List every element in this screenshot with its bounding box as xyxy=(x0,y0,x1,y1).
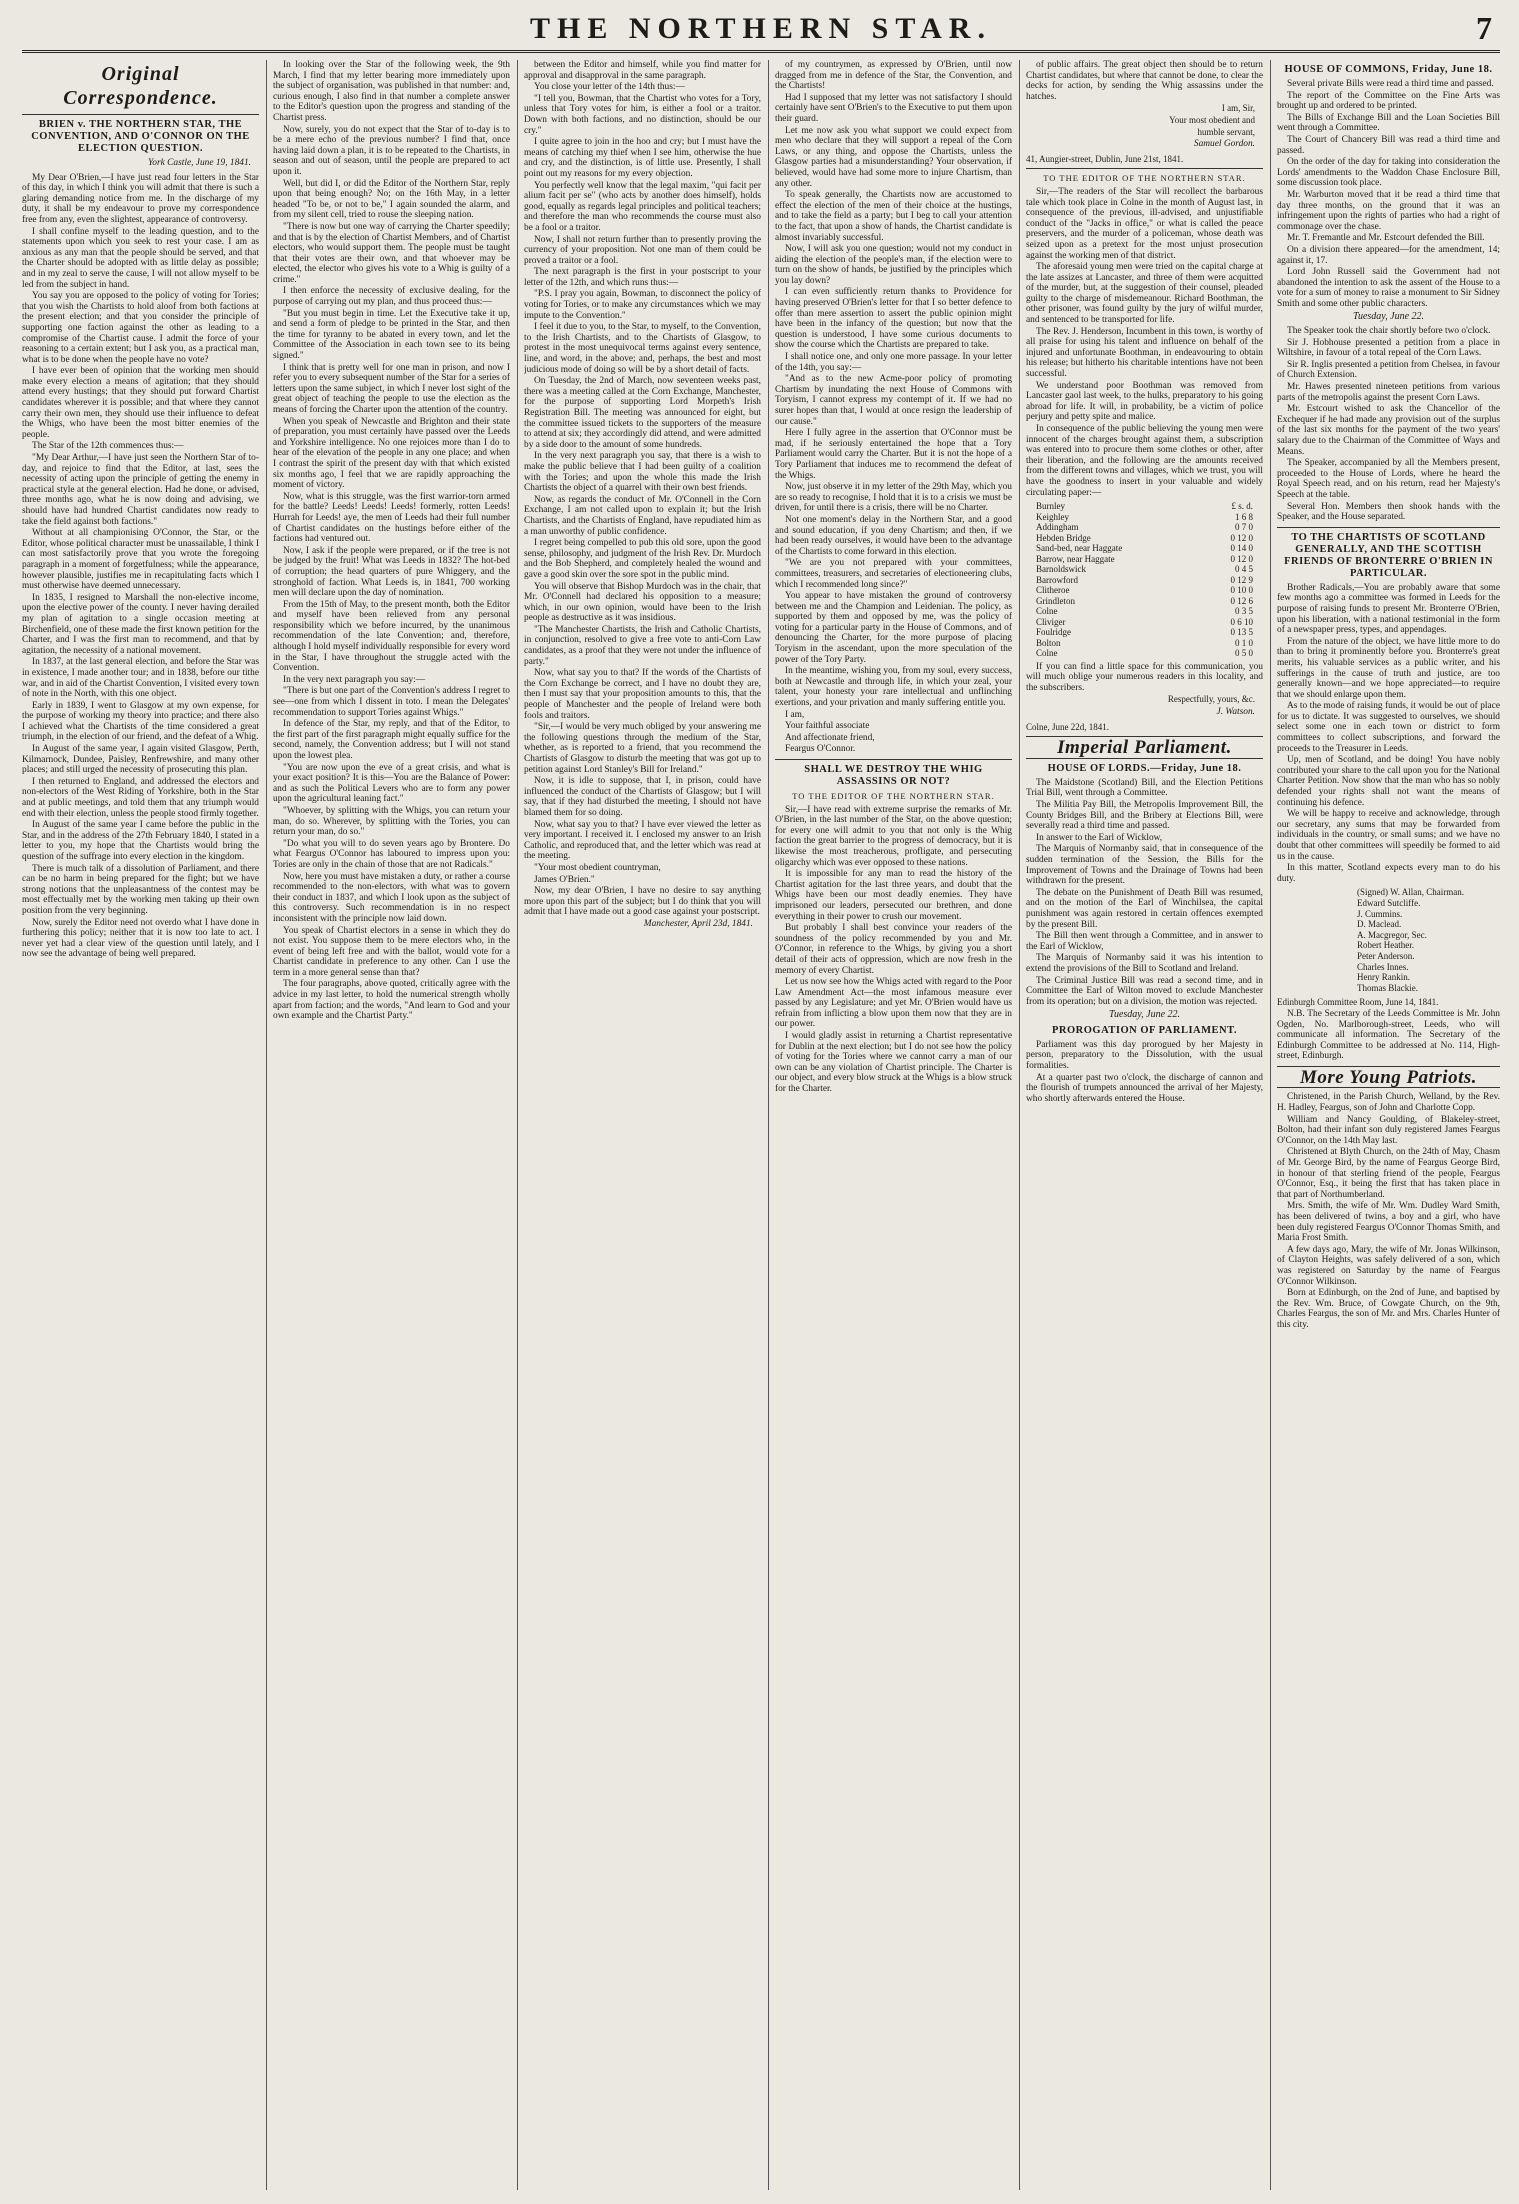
signature-line: Peter Anderson. xyxy=(1357,950,1415,961)
paragraph: The Court of Chancery Bill was read a third time and passed. xyxy=(1277,134,1500,156)
column-rule xyxy=(517,60,518,2190)
paragraph: "Do what you will to do seven years ago by Brontere. Do what Feargus O'Connor has laboured to impress upon you: Tories are only in the chain of those that are not Radicals." xyxy=(273,838,510,870)
place-cell: Bolton xyxy=(1036,637,1061,648)
amount-cell: 0 12 0 xyxy=(1230,553,1253,564)
amount-cell: £ s. d. xyxy=(1231,501,1253,512)
signature-line: Robert Heather. xyxy=(1357,940,1414,951)
table-row xyxy=(1034,543,1255,554)
column-6-patriots-body xyxy=(1277,1092,1500,1330)
place-cell: Colne xyxy=(1036,606,1058,617)
masthead xyxy=(22,10,1500,53)
paragraph: The four paragraphs, above quoted, critically agree with the advice in my last letter, to hold the numerical strength wholly apart from faction; and the words, "And learn to God and your own example and the Chartist Party." xyxy=(273,979,510,1022)
paragraph: In August of the same year, I again visited Glasgow, Perth, Kilmarnock, Dundee, Paisley, Renfrewshire, and many other places; and still urged the necessity of prosecuting this plan. xyxy=(22,744,259,776)
amount-cell: 1 6 8 xyxy=(1235,511,1253,522)
column-rule xyxy=(1019,60,1020,2190)
paragraph: I quite agree to join in the hoo and cry; but I must have the means of catching my thief when I see him, otherwise the hue and cry, and the distinction, is of little use. Presently, I shall point out my reasons for my every objection. xyxy=(524,137,761,179)
signature-line: (Signed) W. Allan, Chairman. xyxy=(1357,887,1464,898)
paragraph: I am, xyxy=(785,709,805,720)
paragraph: Several Hon. Members then shook hands with the Speaker, and the House separated. xyxy=(1277,501,1500,523)
paragraph: Parliament was this day prorogued by her Majesty in person, preparatory to the Dissolution, with the usual formalities. xyxy=(1026,1039,1263,1072)
paragraph: Your faithful associate xyxy=(785,721,870,732)
place-cell: Addingham xyxy=(1036,522,1079,533)
sign-iam: I am, Sir, xyxy=(1221,103,1255,114)
paragraph: "Your most obedient countryman, xyxy=(534,862,661,873)
paragraph: "There is now but one way of carrying the Charter speedily; and that is by the election of Chartist Members, and of Chartist electors, who would support them. The people must be taught that their votes are their own, and that whoever may be elected, the elector who gives his vote to a Whig is guilty of a crime." xyxy=(273,221,510,285)
newspaper-page xyxy=(22,10,1500,2194)
paragraph: In defence of the Star, my reply, and that of the Editor, to the first part of the first paragraph might equally suffice for the second, namely, the Convention address; but I will not stand upon the lowest plea. xyxy=(273,719,510,761)
paragraph: I think that is pretty well for one man in prison, and now I refer you to every subsequent number of the Star for a series of letters upon the same subject, in which I never lost sight of the great object of teaching the people to use the election as the means of forcing the Charter upon the attention of the country. xyxy=(273,362,510,415)
paragraph: To speak generally, the Chartists now are accustomed to effect the election of the men of their choice at the hustings, and to take the field as a party; but I beg to call your attention to the fact, that upon a show of hands, the Chartist candidate is almost invariably successful. xyxy=(775,190,1012,243)
amount-cell: 0 12 9 xyxy=(1230,574,1253,585)
column-6-tuesday-body xyxy=(1277,326,1500,523)
paragraph: Mrs. Smith, the wife of Mr. Wm. Dudley Ward Smith, has been delivered of twins, a boy and a girl, who have been duly registered Feargus O'Connor Thomas Smith, and Maria Frost Smith. xyxy=(1277,1201,1500,1244)
article-rule xyxy=(775,759,1012,760)
commons-heading: HOUSE OF COMMONS, Friday, June 18. xyxy=(1284,64,1493,75)
paragraph: We understand poor Boothman was removed from Lancaster gaol last week, to the hulks, preparatory to his going abroad for life. It will, in probability, be a victim of police perjury and petty spite and malice. xyxy=(1026,380,1263,423)
section-rule xyxy=(22,114,259,115)
table-row xyxy=(1034,564,1255,575)
amount-cell: 0 14 0 xyxy=(1230,543,1253,554)
column-5-prorog-body xyxy=(1026,1040,1263,1105)
amount-cell: 0 7 0 xyxy=(1235,522,1253,533)
paragraph: William and Nancy Goulding, of Blakeley-street, Bolton, had their infant son duly registered James Feargus O'Connor, on the 14th May last. xyxy=(1277,1114,1500,1146)
paragraph: I can even sufficiently return thanks to Providence for having preserved O'Brien's letter for that I so better defence to offer than mere assertion to assert the public opinion might have been in the infancy of the question; but now that the question is understood, I have some curious documents to show the course which the Chartists are prepared to take. xyxy=(775,287,1012,351)
paragraph: You speak of Chartist electors in a sense in which they do not exist. You suppose them to be mere electors who, in the event of being left free and with the ballot, would vote for a Chartist candidate in preference to any other. Can I use the term in a more general sense than that? xyxy=(273,925,510,978)
patriots-heading: More Young Patriots. xyxy=(1300,1066,1477,1088)
table-row xyxy=(1034,627,1255,638)
table-row xyxy=(1034,648,1255,659)
paragraph: You say you are opposed to the policy of voting for Tories; that you wish the Chartists to hold aloof from both factions at the present election; and that you consider the principle of supporting one faction against the other as leading to a compromise of the Chartist cause. I admit the force of your reasoning to a certain extent; but I ask you, as a practical man, what is to be done when the people have no vote? xyxy=(22,291,259,365)
article-rule xyxy=(1026,168,1263,169)
page-number: 7 xyxy=(1476,10,1492,46)
paragraph: Without at all championising O'Connor, the Star, or the Editor, whose political character must be unassailable, I think I can most satisfactorily prove that you wrote the foregoing paragraph in a moment of forgetfulness; while the appearance, however plausible, justifies me in recapitulating facts which I must otherwise have deemed unnecessary. xyxy=(22,528,259,592)
amount-cell: 0 13 5 xyxy=(1230,627,1253,638)
place-cell: Hebden Bridge xyxy=(1036,532,1091,543)
place-cell: Colne xyxy=(1036,648,1058,659)
prorogation-heading: PROROGATION OF PARLIAMENT. xyxy=(1052,1024,1237,1036)
column-3 xyxy=(524,60,761,2190)
paragraph: of public affairs. The great object then should be to return Chartist candidates, but where that cannot be done, to clear the decks for action, by sending the Whig assassins under the hatches. xyxy=(1026,60,1263,102)
paragraph: You close your letter of the 14th thus:— xyxy=(534,82,685,93)
paragraph: Now, I will ask you one question; would not my conduct in aiding the election of the people's man, if the election were to turn on the show of hands, be justified by the principles which you lay down? xyxy=(775,244,1012,286)
column-5 xyxy=(1026,60,1263,2190)
column-6-commons-body xyxy=(1277,79,1500,309)
shall-heading: SHALL WE DESTROY THE WHIG ASSASSINS OR NOT? xyxy=(804,764,983,787)
paragraph: Now, what is this struggle, was the first warrior-torn armed for the battle? Leeds! Leeds! Leeds! formerly, rotten Leeds! Hurrah for Leeds! aye, the men of Leeds had their full number of Chartist candidates on the hustings before either of the factions had ventured out. xyxy=(273,491,510,545)
place-cell: Clitheroe xyxy=(1036,585,1070,596)
paragraph: Brother Radicals,—You are probably aware that some few months ago a committee was formed in Leeds for the purpose of raising funds to present Mr. Bronterre O'Brien, upon his liberation, with a national testimonial in the form of a newspaper press, types, and appendages. xyxy=(1277,582,1500,636)
paragraph: The Rev. J. Henderson, Incumbent in this town, is worthy of all praise for using his talent and influence on behalf of the injured and unfortunate Boothman, in endeavouring to obtain his release; but hitherto his charitable intentions have not been successful. xyxy=(1026,326,1263,380)
column-4-body xyxy=(775,60,1012,755)
paragraph: In the meantime, wishing you, from my soul, every success, both at Newcastle and through life, in which your zeal, your talent, your honesty your rare intellectual and unflinching exertions, and your privation and manly suffering entitle you. xyxy=(775,666,1012,709)
paragraph: In answer to the Earl of Wicklow, xyxy=(1036,832,1163,843)
paragraph: But probably I shall best convince your readers of the soundness of the policy recommended by you and Mr. O'Connor, in reference to the Whigs, by giving you a short detail of their acts of oppression, which are now fresh in the memory of every Chartist. xyxy=(775,923,1012,976)
letter-heading: BRIEN v. THE NORTHERN STAR, THE CONVENTION, AND O'CONNOR ON THE ELECTION QUESTION. xyxy=(31,119,250,154)
editor-subheading: TO THE EDITOR OF THE NORTHERN STAR. xyxy=(1043,173,1246,184)
paragraph: I have ever been of opinion that the working men should make every election a means of agitation; that they should attend every hustings; that they should put forward Chartist candidates wherever it is possible; and that where they cannot carry their own men, they should use their influence to defeat the Whigs, who have been the most bitter enemies of the people. xyxy=(22,366,259,440)
paragraph: On the order of the day for taking into consideration the Lords' amendments to the Waddon Chase Enclosure Bill, some discussion took place. xyxy=(1277,157,1500,189)
paragraph: As to the mode of raising funds, it would be out of place for us to dictate. It was suggested to ourselves, we should select some one in each town or district to form committees to collect subscriptions, and forward the proceeds to the Treasurer in Leeds. xyxy=(1277,701,1500,754)
paragraph: You will observe that Bishop Murdoch was in the chair, that Mr. O'Connell had declared his opposition to a measure; which, in our own opinion, would have been to the Irish people as destructive as it was insidious. xyxy=(524,581,761,624)
paragraph: The Criminal Justice Bill was read a second time, and in Committee the Earl of Wilton moved to exclude Manchester from its operation; but on a division, the motion was rejected. xyxy=(1026,975,1263,1007)
place-cell: Sand-bed, near Haggate xyxy=(1036,543,1123,554)
paragraph: Sir R. Inglis presented a petition from Chelsea, in favour of Church Extension. xyxy=(1277,359,1500,381)
column-6 xyxy=(1277,60,1500,2190)
paragraph: Now, my dear O'Brien, I have no desire to say anything more upon this part of the subject; but I do think that you will admit that I have made out a good case against your postscript. xyxy=(524,886,761,918)
paragraph: James O'Brien." xyxy=(534,874,595,885)
table-row xyxy=(1034,512,1255,523)
paragraph: Now, what say you to that? I have ever viewed the letter as very important. I received it. I enclosed my answer to an Irish Catholic, and reproduced that, and the letter which was read at the meeting. xyxy=(524,819,761,862)
tuesday-line: Tuesday, June 22. xyxy=(1108,1009,1181,1021)
paragraph: "Sir,—I would be very much obliged by your answering me the following questions through the medium of the Star, whether, as is reported to a friend, that you recommend the Chartists of Glasgow to disturb the meeting that was got up to petition against Lord Stanley's Bill for Ireland." xyxy=(524,722,761,775)
imperial-heading: Imperial Parliament. xyxy=(1057,737,1232,759)
amount-cell: 0 1 0 xyxy=(1235,637,1253,648)
amount-cell: 0 10 0 xyxy=(1230,585,1253,596)
paragraph: Several private Bills were read a third time and passed. xyxy=(1287,79,1494,89)
paragraph: I then enforce the necessity of exclusive dealing, for the purpose of carrying out my plan, and thus proceed thus:— xyxy=(273,286,510,308)
place-cell: Barnoldswick xyxy=(1036,564,1086,575)
paragraph: Now, surely, you do not expect that the Star of to-day is to be a mere echo of the previous number? I find that, once having laid down a plan, it is to be repeated to the Chartists, in season and out of season, until the people are prepared to act upon it. xyxy=(273,124,510,177)
column-6-address-body xyxy=(1277,583,1500,885)
amount-cell: 0 12 6 xyxy=(1230,595,1253,606)
column-4-shall-body xyxy=(775,805,1012,1095)
paragraph: On a division there appeared—for the amendment, 14; against it, 17. xyxy=(1277,244,1500,266)
paragraph: You perfectly well know that the legal maxim, "qui facit per alium facit per se" (who acts by another does himself), holds good, equally as regards legal principles and political teachers; and therefore the man who recommends the course must also be a fool or a traitor. xyxy=(524,180,761,233)
signatures-block xyxy=(1357,887,1500,993)
signature-line: Henry Rankin. xyxy=(1357,972,1410,983)
paragraph: And affectionate friend, xyxy=(785,732,875,743)
table-close: If you can find a little space for this communication, you will much oblige your numerous readers in this locality, and the subscribers. xyxy=(1026,661,1263,693)
paragraph: Mr. Estcourt wished to ask the Chancellor of the Exchequer if he had made any provision out of the surplus of the last six months for the payment of the two years' salary due to the Chairman of the Committee of Ways and Means. xyxy=(1277,404,1500,457)
paragraph: "There is but one part of the Convention's address I regret to see—one from which I dissent in toto. I mean the Delegates' recommendation to support Tories against Whigs." xyxy=(273,686,510,718)
paragraph: "Whoever, by splitting with the Whigs, you can return your man, do so. Wherever, by splitting with the Tories, you can return your man, do so." xyxy=(273,805,510,838)
signature-line: Thomas Blackie. xyxy=(1357,982,1418,993)
paragraph: From the 15th of May, to the present month, both the Editor and myself have been relieved from any personal responsibility which we before incurred, by the unanimous recommendation of the late Convention; and, therefore, although I hold myself individually responsible for every word in the Star, I have throughout the struggle acted with the Convention. xyxy=(273,599,510,674)
paragraph: "You are now upon the eve of a great crisis, and what is your exact position? It is this—You are the Balance of Power: and as such the Political Levers who are to form any power upon the agricultural leaning fact." xyxy=(273,762,510,805)
sign-name: Samuel Gordon. xyxy=(1193,139,1255,150)
paragraph: Christened at Blyth Church, on the 24th of May, Chasm of Mr. George Bird, by the name of Feargus George Bird, in honour of that sterling friend of the people, Feargus O'Connor, Esq., it being the first that has taken place in that part of Northumberland. xyxy=(1277,1147,1500,1200)
commons-tuesday: Tuesday, June 22. xyxy=(1352,311,1425,323)
paragraph: The Marquis of Normanby said it was his intention to extend the provisions of the Bill to Scotland and Ireland. xyxy=(1026,953,1263,974)
table-row xyxy=(1034,554,1255,565)
sign-address: 41, Aungier-street, Dublin, June 21st, 1841. xyxy=(1026,153,1184,164)
paragraph: The Bills of Exchange Bill and the Loan Societies Bill went through a Committee. xyxy=(1277,112,1500,134)
paragraph: Mr. Hawes presented nineteen petitions from various parts of the metropolis against the present Corn Laws. xyxy=(1277,382,1500,403)
paragraph: In the very next paragraph you say, that there is a wish to make the public believe that I had been guilty of a coalition with the Tories; and upon the whole this made the Irish Chartists the object of a quarrel with their own best friends. xyxy=(524,451,761,494)
place-cell: Grindleton xyxy=(1036,595,1075,606)
paragraph: "And as to the new Acme-poor policy of promoting Chartism by inundating the next House of Commons with Toryism, I cannot express my contempt of it. If we had no surer hopes than that, I would at once resign the leadership of our cause." xyxy=(775,374,1012,427)
paragraph: There is much talk of a dissolution of Parliament, and there can be no harm in being prepared for the fight; but we have strong notions that the unpleasantness of the contest may be most effectually met by the working men taking up their own position from the very beginning. xyxy=(22,863,259,916)
sign-humble: humble servant, xyxy=(1197,126,1255,137)
paragraph: Now, as regards the conduct of Mr. O'Connell in the Corn Exchange, I am not called upon to explain it; but the Irish Chartists, and the Chartists of England, have repudiated him as a man unworthy of public confidence. xyxy=(524,494,761,537)
table-row xyxy=(1034,585,1255,596)
lords-heading: HOUSE OF LORDS.—Friday, June 18. xyxy=(1047,762,1242,774)
paragraph: Let me now ask you what support we could expect from men who declare that they will support a repeal of the Corn Laws, or any thing, and oppose the Chartists, unless the Glasgow parties had a misunderstanding? Your observation, if believed, would have had some more to injure Chartism, than any other. xyxy=(775,125,1012,189)
amount-cell: 0 3 5 xyxy=(1235,606,1253,617)
paragraph: The Star of the 12th commences thus:— xyxy=(32,441,184,452)
paragraph: In consequence of the public believing the young men were innocent of the charges brought against them, a subscription was entered into to procure them some clothes or other, after their liberation, and the following are the amounts received from the different towns and villages, which we trust, you will have the goodness to insert in your valuable and widely circulating paper:— xyxy=(1026,424,1263,498)
paragraph: We will be happy to receive and acknowledge, through our secretary, any sums that may be forwarded from individuals in the country, or small sums; and we have no doubt that other committees will speedily be formed to aid us in the cause. xyxy=(1277,809,1500,862)
paragraph: In this matter, Scotland expects every man to do his duty. xyxy=(1277,863,1500,884)
amount-cell: 0 6 10 xyxy=(1230,616,1253,627)
place-cell: Barrowford xyxy=(1036,574,1078,585)
paragraph: Sir,—I have read with extreme surprise the remarks of Mr. O'Brien, in the last number of the Star, on the above question; for every one will admit to you that not only is the Whig faction the great barrier to the progress of democracy, but it is likewise the most treacherous, profligate, and persecuting oligarchy which was ever opposed to these nations. xyxy=(775,804,1012,868)
column-1-body xyxy=(22,227,259,960)
paragraph: A few days ago, Mary, the wife of Mr. Jonas Wilkinson, of Clayton Heights, was safely delivered of a son, which was registered on Saturday by the name of Feargus O'Connor Wilkinson. xyxy=(1277,1244,1500,1287)
paragraph: It is impossible for any man to read the history of the Chartist agitation for the last three years, and doubt that the Whigs have been our most deadly enemies. They have imprisoned our leaders, persecuted our brethren, and done everything in their power to crush our movement. xyxy=(775,869,1012,922)
column-1 xyxy=(22,60,259,2190)
paragraph: The report of the Committee on the Fine Arts was brought up and ordered to be printed. xyxy=(1277,90,1500,112)
address-heading: TO THE CHARTISTS OF SCOTLAND GENERALLY, AND THE SCOTTISH FRIENDS OF BRONTERRE O'BRIEN IN PARTICULAR. xyxy=(1284,531,1493,579)
amount-cell: 0 4 5 xyxy=(1235,564,1253,575)
paragraph: "P.S. I pray you again, Bowman, to disconnect the policy of voting for Tories, or to make any circumstances which we may impute to the Convention." xyxy=(524,289,761,321)
column-3-signoff: Manchester, April 23d, 1841. xyxy=(643,918,753,929)
paragraph: Sir J. Hobhouse presented a petition from a place in Wiltshire, in favour of a total repeal of the Corn Laws. xyxy=(1277,337,1500,359)
paragraph: I regret being compelled to pub this old sore, upon the good sense, philosophy, and judgment of the Irish Rev. Dr. Murdoch and the Bob Shepherd, and completely healed the wound and gave a good skin over the sore spot in the public mind. xyxy=(524,538,761,580)
paragraph: In looking over the Star of the following week, the 9th March, I find that my letter bearing more immediately upon the subject of organisation, was published in that number: and, curious enough, I also find in that number a complete answer to the Editor's question upon the progress and standing of the Chartist press. xyxy=(273,60,510,123)
paragraph: of my countrymen, as expressed by O'Brien, until now dragged from me in defence of the Star, the Convention, and the Chartists! xyxy=(775,60,1012,92)
paragraph: Here I fully agree in the assertion that O'Connor must be mad, if he seriously entertained the hope that a Tory Parliament would carry the Charter. But it is not the hope of a Tory Parliament that induces me to recommend the defeat of the Whigs. xyxy=(775,428,1012,481)
table-row xyxy=(1034,501,1255,512)
paragraph: "We are you not prepared with your committees, committees, treasurers, and secretaries of electioneering clubs, which I recommended long since?" xyxy=(775,558,1012,590)
amount-cell: 0 5 0 xyxy=(1235,648,1253,659)
column-3-body xyxy=(524,60,761,918)
paragraph: Now, I shall not return further than to presently proving the currency of your proposition. Not one man of them could be proved a traitor or a fool. xyxy=(524,234,761,266)
paragraph: The Militia Pay Bill, the Metropolis Improvement Bill, the County Bridges Bill, and the Bribery at Elections Bill, were severally read a third time and passed. xyxy=(1026,800,1263,832)
signatures-place: Edinburgh Committee Room, June 14, 1841. xyxy=(1277,997,1439,1008)
signature-line: J. Cummins. xyxy=(1357,908,1403,919)
column-rule xyxy=(1270,60,1271,2190)
table-row xyxy=(1034,522,1255,533)
nb-paragraph: N.B. The Secretary of the Leeds Committee is Mr. John Ogden, No. Marlborough-street, Leeds, who will communicate all information. The Secretary of the Edinburgh Committee to be addressed at No. 114, High-street, Edinburgh. xyxy=(1277,1008,1500,1062)
table-row xyxy=(1034,617,1255,628)
table-row xyxy=(1034,575,1255,586)
place-cell: Burnley xyxy=(1036,501,1065,512)
paragraph: The debate on the Punishment of Death Bill was resumed, and on the motion of the Earl of Winchilsea, the capital punishment was again restored in certain offences exempted by the present Bill. xyxy=(1026,887,1263,930)
signature-line: A. Macgregor, Sec. xyxy=(1357,929,1427,940)
paragraph: Now, just observe it in my letter of the 29th May, which you are so ready to recognise, I hold that it is to a crisis we must be driven, for until there is a crisis, there will be no Charter. xyxy=(775,482,1012,514)
paragraph: "The Manchester Chartists, the Irish and Catholic Chartists, in conjunction, resolved to give a free vote to anti-Corn Law candidates, as a proof that they were not under the influence of party." xyxy=(524,624,761,667)
signature-line: Charles Innes. xyxy=(1357,961,1409,972)
paragraph: The Speaker took the chair shortly before two o'clock. xyxy=(1287,326,1491,337)
paragraph: Now, here you must have mistaken a duty, or rather a course recommended to the non-electors, with what was to govern their conduct in 1837, and which I look upon as the subject of this controversy. Such recommendation is in no respect inconsistent with the principle now laid down. xyxy=(273,871,510,924)
paragraph: I would gladly assist in returning a Chartist representative for Dublin at the next election; but I do not see how the policy of voting for the Tories where we cannot carry a man of our own can be any violation of Chartist principle. The Charter is our object, and every blow struck at the Whigs is a blow struck for the Charter. xyxy=(775,1031,1012,1095)
place-cell: Cliviger xyxy=(1036,616,1066,627)
paragraph: From the nature of the object, we have little more to do than to bring it prominently before you. Bronterre's great merits, his valuable services as a public writer, and his sufferings in the cause of truth and justice, are too generally known—and we hope appreciated—to require that we should enlarge upon them. xyxy=(1277,636,1500,700)
amount-cell: 0 12 0 xyxy=(1230,532,1253,543)
paragraph: The next paragraph is the first in your postscript to your letter of the 12th, and which runs thus:— xyxy=(524,267,761,288)
paragraph: Up, men of Scotland, and be doing! You have nobly contributed your share to the call upon you for the National Charter Petition. Now show that the man who has so nobly defended your rights shall not want the means of continuing his defence. xyxy=(1277,755,1500,808)
place-cell: Keighley xyxy=(1036,511,1069,522)
paragraph: I feel it due to you, to the Star, to myself, to the Convention, to the Irish Chartists, and to the Chartists of Glasgow, to protest in the most unequivocal terms against every sentence, line, and word, in the above; and, perhaps, the best and most judicious mode of doing so will be by a short detail of facts. xyxy=(524,322,761,375)
column-4 xyxy=(775,60,1012,2190)
column-5-lords-body xyxy=(1026,778,1263,1007)
paragraph: I shall notice one, and only one more passage. In your letter of the 14th, you say:— xyxy=(775,352,1012,373)
paragraph: Had I supposed that my letter was not satisfactory I should certainly have sent O'Brien's to the Executive to put them upon their guard. xyxy=(775,92,1012,124)
paragraph: On Tuesday, the 2nd of March, now seventeen weeks past, there was a meeting called at the Corn Exchange, Manchester, for the purpose of supporting Lord Morpeth's Irish Registration Bill. The meeting was announced for eight, but the committee issued tickets to the supporters of the measure to attend at six; they accordingly did attend, and were admitted by a side door to the amount of some hundreds. xyxy=(524,376,761,450)
signature-name: J. Watson. xyxy=(1216,707,1255,718)
paragraph: The Marquis of Normanby said, that in consequence of the sudden termination of the Session, the Bills for the Improvement of Towns and the Drainage of Towns had been withdrawn for the present. xyxy=(1026,844,1263,887)
paragraph: Sir,—The readers of the Star will recollect the barbarous tale which took place in Colne in the month of August last, in consequence of the previous, ill-advised, and unjustifiable conduct of the "Jacks in office," or what is called the peace preservers, and the murder of a policeman, whose death was seized upon as a pretext for the most unjust prosecution against the working men of that district. xyxy=(1026,186,1263,261)
paragraph: In 1835, I resigned to Marshall the non-elective income, upon the elective power of the county. I never having derailed my plan of agitation to a single occasion meeting at Birchenfield, one of these made the first known petition for the Charter, and I was the first man to recommend, and that by agitation, the necessity of a national movement. xyxy=(22,592,259,656)
table-row xyxy=(1034,596,1255,607)
respect-line: Respectfully, yours, &c. xyxy=(1167,694,1255,705)
paragraph: Mr. T. Fremantle and Mr. Estcourt defended the Bill. xyxy=(1287,233,1485,244)
column-2-body xyxy=(273,60,510,1022)
paragraph: At a quarter past two o'clock, the discharge of cannon and the flourish of trumpets announced the arrival of her Majesty, who shortly afterwards entered the House. xyxy=(1026,1072,1263,1104)
place-cell: Barrow, near Haggate xyxy=(1036,553,1115,564)
paragraph: "My Dear Arthur,—I have just seen the Northern Star of to-day, and rejoice to find that the Editor, at last, sees the necessity of acting upon the principle of getting the enemy in practical style at the general election. Had he done, or advised, three months ago, what he is now doing and advising, we should have had hundred Chartist candidates now ready to take the field against both factions." xyxy=(22,453,259,527)
paragraph: Now, it is idle to suppose, that I, in prison, could have influenced the conduct of the Chartists of Glasgow; but I will say, that if they had disturbed the meeting, I should not have blamed them for so doing. xyxy=(524,776,761,818)
signature-line: Edward Sutcliffe. xyxy=(1357,897,1421,908)
article-rule xyxy=(1277,527,1500,528)
paragraph: Lord John Russell said the Government had not abandoned the intention to ask the assent of the House to a vote for a sum of money to raise a monument to Sir Sidney Smith and some other public characters. xyxy=(1277,267,1500,309)
subscription-table xyxy=(1034,501,1255,659)
paragraph: I shall confine myself to the leading question, and to the statements upon which you seek to rest your case. I am as anxious as any man that the people should be served, and that the Charter should be adopted with as little delay as possible; and in my zeal to serve the cause, I will not allow myself to be led from the subject in hand. xyxy=(22,226,259,290)
paragraph: I then returned to England, and addressed the electors and non-electors of the West Riding of Yorkshire, both in the Star and at public meetings, and told them that any triumph would end with their election, unless the people stood firmly together. xyxy=(22,776,259,819)
table-row xyxy=(1034,533,1255,544)
column-5-editor-body xyxy=(1026,187,1263,498)
sign-obedient: Your most obedient and xyxy=(1169,114,1255,125)
paragraph: Now, what say you to that? If the words of the Chartists of the Corn Exchange be correct, and I have no doubt they are, then I must say that your proposition amounts to this, that the people of Manchester and the people of Ireland were both fools and traitors. xyxy=(524,668,761,721)
paragraph: In the very next paragraph you say:— xyxy=(283,674,426,685)
paragraph: When you speak of Newcastle and Brighton and their state of preparation, you must certainly have passed over the Leeds and Yorkshire intelligence. No one rejoices more than I do to hear of the elevation of the people in any one place; and when I contrast the spirit of the present day with that which existed six months ago, I feel that we are rapidly approaching the moment of victory. xyxy=(273,416,510,491)
column-rule xyxy=(266,60,267,2190)
paragraph: "But you must begin in time. Let the Executive take it up, and send a form of pledge to be printed in the Star, and then the time for tyranny to be abated in every town, and let the Committee of the Association in each town see to its being signed." xyxy=(273,308,510,362)
paragraph: Mr. Warburton moved that it be read a third time that day three months, on the ground that it was an infringement upon the rights of parties who had a right of commonage over the chase. xyxy=(1277,189,1500,232)
paragraph: Well, but did I, or did the Editor of the Northern Star, reply upon that being enough? No; on the 16th May, in a letter headed "To be, or not to be," I again sounded the alarm, and from my silent cell, tried to rouse the sleeping nation. xyxy=(273,178,510,221)
table-row xyxy=(1034,606,1255,617)
paragraph: Feargus O'Connor. xyxy=(785,744,856,755)
letter-salutation: My Dear O'Brien,—I have just read four letters in the Star of this day, in which I think you will admit that there is such a glaring demanding notice from me. In the discharge of my duty, it shall be my endeavour to prove my correspondence free from any, even the slightest, appearance of controversy. xyxy=(22,172,259,225)
paragraph: The Speaker, accompanied by all the Members present, proceeded to the House of Lords, where he heard the Royal Speech read, and on his return, read her Majesty's Speech at the table. xyxy=(1277,458,1500,500)
paragraph: You appear to have mistaken the ground of controversy between me and the Champion and Leidenian. The policy, as supported by them and opposed by me, was the policy of voting for a particular party in the House of Commons, and of denouncing the Charter, for the more purpose of placing Toryism in the ascendant, upon the more speculation of the power of the Tory Party. xyxy=(775,591,1012,665)
paragraph: Born at Edinburgh, on the 2nd of June, and baptised by the Rev. Wm. Bruce, of Cowgate Church, on the 9th, Charles Feargus, the son of Mr. and Mrs. Charles Hunter of this city. xyxy=(1277,1288,1500,1330)
paragraph: The Maidstone (Scotland) Bill, and the Election Petitions Trial Bill, went through a Committee. xyxy=(1026,777,1263,799)
paragraph: Early in 1839, I went to Glasgow at my own expense, for the purpose of working my theory into practice; and there also I achieved what the Chartists of the time considered a great triumph, in the election of our friend, and the defeat of a Whig. xyxy=(22,700,259,743)
signature-place: Colne, June 22d, 1841. xyxy=(1026,721,1109,732)
paragraph: "I tell you, Bowman, that the Chartist who votes for a Tory, unless that Tory votes for him, is either a fool or a traitor. Down with both factions, and no distinction, should be our cry." xyxy=(524,93,761,136)
table-row xyxy=(1034,638,1255,649)
paragraph: In August of the same year I came before the public in the Star, and in the address of the 27th February 1840, I stated in a letter to you, my hope that the Chartists would bring the question of the suffrage into every election in the kingdom. xyxy=(22,820,259,862)
paragraph: The Bill then went through a Committee, and in answer to the Earl of Wicklow, xyxy=(1026,931,1263,952)
letter-dateline: York Castle, June 19, 1841. xyxy=(147,158,251,168)
shall-subheading: TO THE EDITOR OF THE NORTHERN STAR. xyxy=(792,791,995,801)
paragraph: Now, surely the Editor need not overdo what I have done in furthering this policy; neither that it is now too late to act. I never yet had a clear view of the question until lately, and I now see the advantage of being well prepared. xyxy=(22,917,259,960)
paragraph: The aforesaid young men were tried on the capital charge at the late assizes at Lancaster, and three of them were acquitted of the murder, but, at the suggestion of their counsel, pleaded guilty to the charge of misdemeanour. Richard Boothman, the other prisoner, was found guilty by the jury of wilful murder, and sentenced to be transported for life. xyxy=(1026,262,1263,326)
place-cell: Foulridge xyxy=(1036,627,1071,638)
paragraph: Let us now see how the Whigs acted with regard to the Poor Law Amendment Act—the most infamous measure ever passed by any Legislature; and yet Mr. O'Brien would have us refrain from inflicting a blow upon them now that they are in our power. xyxy=(775,977,1012,1030)
paragraph: between the Editor and himself, while you find matter for approval and disapproval in the same paragraph. xyxy=(524,60,761,81)
paragraph: Now, I ask if the people were prepared, or if the tree is not be judged by the fruit! What was Leeds in 1832? The hot-bed of corruption; the head quarters of pure Whiggery, and the stronghold of faction. What Leeds is, in 1841, 700 working men will declare upon the day of nomination. xyxy=(273,545,510,599)
column-rule xyxy=(768,60,769,2190)
column-2 xyxy=(273,60,510,2190)
paragraph: Not one moment's delay in the Northern Star, and a good and sound education, if you deny Chartism; and then, if we had been ready ourselves, it would have been to the advantage of the Chartists to come forward in this election. xyxy=(775,514,1012,557)
signature-line: D. Maclead. xyxy=(1357,919,1402,930)
section-title: Original Correspondence. xyxy=(63,63,218,109)
paragraph: In 1837, at the last general election, and before the Star was in existence, I made another tour; and in 1838, before our tithe war, and in aid of the Chartist Convention, I visited every town of note in the North, with this one object. xyxy=(22,657,259,700)
column-5-body xyxy=(1026,60,1263,102)
columns xyxy=(22,60,1500,2190)
newspaper-title: THE NORTHERN STAR. xyxy=(530,12,992,45)
paragraph: Christened, in the Parish Church, Welland, by the Rev. H. Hadley, Feargus, son of John and Charlotte Copp. xyxy=(1277,1092,1500,1114)
